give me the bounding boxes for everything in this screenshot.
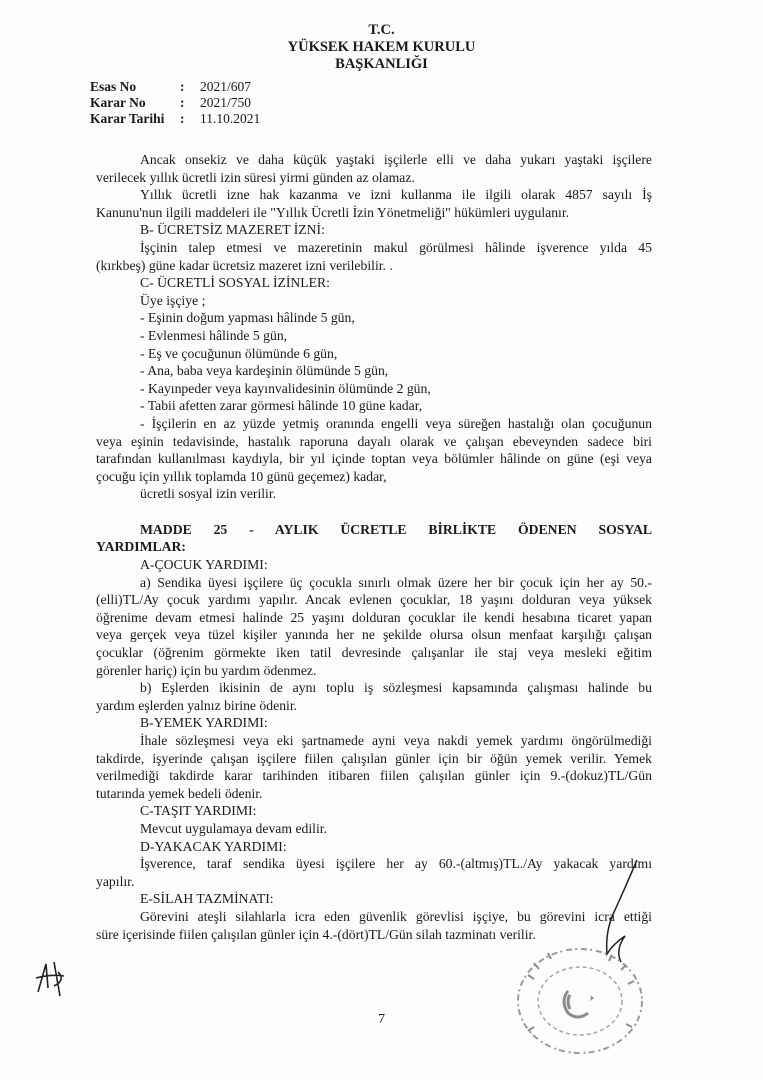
meta-label: Esas No: [90, 79, 137, 94]
section-heading: C-TAŞIT YARDIMI:: [140, 803, 257, 819]
meta-value: 2021/750: [200, 95, 252, 110]
meta-row-karar: Karar No : 2021/750: [90, 95, 252, 110]
text-line: Kanunu'nun ilgili maddeleri ile "Yıllık Ücretli İzin Yönetmeliği" hükümleri uygulanır.: [96, 204, 570, 220]
text-line: a) Sendika üyesi işçilere üç çocukla sınırlı olmak üzere her bir çocuk için her ay 50.-: [140, 574, 652, 590]
document-body: [96, 145, 652, 943]
article-heading-cont: YARDIMLAR:: [96, 539, 186, 555]
text-line: yardım eşlerden yalnız birine ödenir.: [96, 697, 298, 713]
text-line: görenler hariç) için bu yardım ödenmez.: [96, 662, 317, 678]
list-item: - İşçilerin en az yüzde yetmiş oranında engelli veya süreğen hastalığı olan çocuğunun: [140, 415, 652, 431]
text-line: verilecek yıllık ücretli izin süresi yirmi günden az olamaz.: [96, 169, 415, 185]
text-line: İşçinin talep etmesi ve mazeretinin makul görülmesi hâlinde işverence yılda 45: [140, 239, 652, 255]
text-line: İhale sözleşmesi veya eki şartnamede ayni veya nakdi yemek yardımı öngörülmediği: [140, 733, 652, 748]
section-heading: D-YAKACAK YARDIMI:: [140, 838, 287, 854]
meta-row-tarih: Karar Tarihi : 11.10.2021: [90, 111, 261, 126]
text-line: çocuğu için yıllık toplamda 10 günü geçemez) kadar,: [96, 468, 387, 484]
meta-value: 11.10.2021: [200, 111, 261, 126]
document-header: [0, 22, 763, 73]
list-item: - Eş ve çocuğunun ölümünde 6 gün,: [140, 345, 338, 361]
text-line: İşverence, taraf sendika üyesi işçilere her ay 60.-(altmış)TL./Ay yakacak yardımı: [140, 856, 652, 872]
text-line: Görevini ateşli silahlarla icra eden güvenlik görevlisi işçiye, bu görevini icra ettiği: [140, 908, 652, 924]
header-department: BAŞKANLIĞI: [335, 56, 428, 72]
text-line: Ancak onsekiz ve daha küçük yaştaki işçilerle elli ve daha yukarı yaştaki işçilere: [140, 152, 652, 167]
text-line: Yıllık ücretli izne hak kazanma ve izni kullanma ile ilgili olarak 4857 sayılı İş: [140, 187, 652, 203]
text-line: veya gerçek veya tüzel kişiler yanında her ne şekilde olursa olsun menfaat karşılığı çalışan: [96, 627, 652, 643]
text-line: takdirde, işyerinde çalışan işçilere fiilen çalışılan günler için bir öğün yemek verilir. Yemek: [96, 750, 652, 766]
text-line: verilmediği takdirde karar tarihinden itibaren fiilen çalışılan günler için 9.-(dokuz)TL/Gün: [96, 768, 652, 784]
initials-mark: [34, 958, 70, 998]
text-line: Mevcut uygulamaya devam edilir.: [140, 820, 328, 836]
text-line: ücretli sosyal izin verilir.: [140, 486, 277, 502]
section-heading: C- ÜCRETLİ SOSYAL İZİNLER:: [140, 275, 330, 291]
section-heading: E-SİLAH TAZMİNATI:: [140, 891, 274, 907]
meta-label: Karar Tarihi: [90, 111, 165, 126]
list-item: - Evlenmesi hâlinde 5 gün,: [140, 327, 288, 343]
header-institution: YÜKSEK HAKEM KURULU: [287, 39, 476, 55]
page-number: 7: [378, 1012, 385, 1027]
case-meta: [90, 79, 260, 127]
section-heading: B- ÜCRETSİZ MAZERET İZNİ:: [140, 222, 325, 238]
text-line: (kırkbeş) güne kadar ücretsiz mazeret izni verilebilir. .: [96, 257, 393, 273]
text-line: yapılır.: [96, 873, 135, 889]
meta-value: 2021/607: [200, 79, 252, 94]
text-line: veya eşinin tedavisinde, hastalık raporuna dayalı olarak ve çalışan ebeveynden sadece biri: [96, 433, 652, 449]
text-line: (elli)TL/Ay çocuk yardımı yapılır. Ancak evlenen çocuklar, 18 yaşını dolduran veya yüksek: [96, 592, 652, 608]
list-item: - Kayınpeder veya kayınvalidesinin ölümünde 2 gün,: [140, 380, 431, 396]
meta-row-esas: Esas No : 2021/607: [90, 79, 252, 94]
article-heading: MADDE 25 - AYLIK ÜCRETLE BİRLİKTE ÖDENEN SOSYAL: [140, 521, 652, 537]
meta-label: Karar No: [90, 95, 146, 110]
list-item: - Eşinin doğum yapması hâlinde 5 gün,: [140, 310, 355, 326]
section-heading: B-YEMEK YARDIMI:: [140, 715, 268, 731]
header-tc: T.C.: [368, 22, 395, 38]
section-heading: A-ÇOCUK YARDIMI:: [140, 557, 268, 573]
text-line: tutarında yemek bedeli ödenir.: [96, 785, 263, 801]
official-stamp: [508, 935, 653, 1060]
text-line: b) Eşlerden ikisinin de aynı toplu iş sözleşmesi kapsamında çalışması halinde bu: [140, 680, 652, 696]
text-line: öğrenime devam etmesi halinde 25 yaşını dolduran çocuklar ile kendi hesabına ticaret yapan: [96, 609, 652, 625]
text-line: süre içerisinde fiilen çalışılan günler için 4.-(dört)TL/Gün silah tazminatı verilir.: [96, 926, 536, 942]
list-item: - Ana, baba veya kardeşinin ölümünde 5 gün,: [140, 363, 389, 379]
text-line: çocuklar (öğrenim görmekte iken tatil devresinde çalışanlar ile staj veya mesleki eğitim: [96, 645, 652, 661]
text-line: Üye işçiye ;: [140, 292, 206, 308]
text-line: tarafından kullanılması kaydıyla, bir yıl içinde toptan veya bölümler hâlinde on güne (eşi veya: [96, 451, 652, 467]
list-item: - Tabii afetten zarar görmesi hâlinde 10 güne kadar,: [140, 398, 423, 414]
